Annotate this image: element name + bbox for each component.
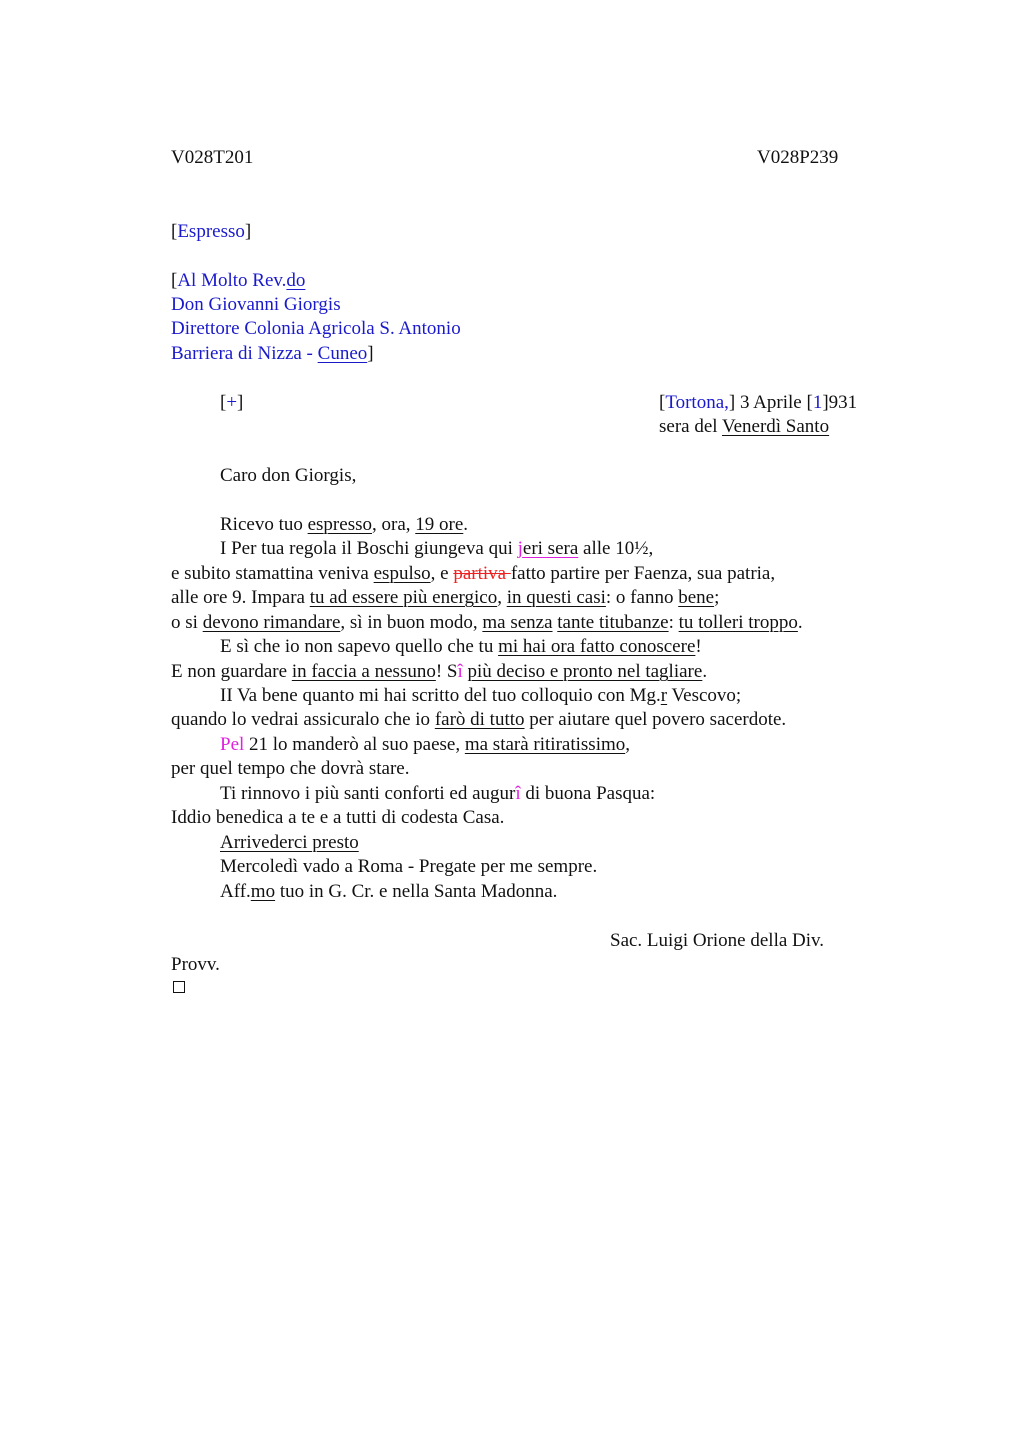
body-line-10: Pel 21 lo manderò al suo paese, ma starà ritiratissimo, [220,734,630,755]
date-line: [Tortona,] 3 Aprile [1]931 [659,392,858,413]
address-line-1: [Al Molto Rev.do [171,270,306,291]
date-year-digit: 1 [812,392,823,413]
body-line-3: e subito stamattina veniva espulso, e partiva fatto partire per Faenza, sua patria, [171,563,776,584]
document-code-right: V028P239 [757,147,839,168]
body-line-14: Arrivederci presto [220,832,359,853]
date-place: Tortona, [665,392,729,413]
body-line-9: quando lo vedrai assicuralo che io farò di tutto per aiutare quel povero sacerdote. [171,709,787,730]
address-line-4-text: Barriera di Nizza - [171,343,318,364]
body-line-12: Ti rinnovo i più santi conforti ed augurî di buona Pasqua: [220,783,656,804]
evening-text: sera del [659,416,722,437]
address-line-3: Direttore Colonia Agricola S. Antonio [171,318,461,339]
signature-line-2: Provv. [171,954,220,975]
deleted-word: partiva [453,563,511,584]
address-line-1-text: Al Molto Rev. [177,270,287,291]
signature-line-1: Sac. Luigi Orione della Div. [610,930,825,951]
cross-mark: [+] [220,392,244,413]
address-line-1-suffix: do [286,270,306,291]
address-line-4-city: Cuneo [317,343,368,364]
evening-line [659,415,829,439]
body-line-8: II Va bene quanto mi hai scritto del tuo colloquio con Mg.r Vescovo; [220,685,742,706]
body-line-1: Ricevo tuo espresso, ora, 19 ore. [220,514,469,535]
body-line-11: per quel tempo che dovrà stare. [171,758,410,779]
date-year: 931 [828,392,858,413]
body-line-2: I Per tua regola il Boschi giungeva qui jeri sera alle 10½, [220,538,654,559]
address-line-2: Don Giovanni Giorgis [171,294,341,315]
body-line-7: E non guardare in faccia a nessuno! Sî più deciso e pronto nel tagliare. [171,661,708,682]
body-line-13: Iddio benedica a te e a tutti di codesta Casa. [171,807,505,828]
document-code-left: V028T201 [171,147,254,168]
evening-day: Venerdì Santo [721,416,830,437]
cross-symbol: + [226,392,238,413]
express-label: Espresso [177,221,245,242]
body-line-4: alle ore 9. Impara tu ad essere più energico, in questi casi: o fanno bene; [171,587,720,608]
express-note: [Espresso] [171,221,252,242]
body-line-5: o si devono rimandare, sì in buon modo, ma senza tante titubanze: tu tolleri troppo. [171,612,803,633]
body-line-6: E sì che io non sapevo quello che tu mi hai ora fatto conoscere! [220,636,702,657]
address-line-4: Barriera di Nizza - Cuneo] [171,343,374,364]
date-day-month: 3 Aprile [735,392,807,413]
body-line-15: Mercoledì vado a Roma - Pregate per me sempre. [220,856,598,877]
checkbox-glyph-icon [173,981,185,993]
salutation: Caro don Giorgis, [220,465,357,486]
body-line-16: Aff.mo tuo in G. Cr. e nella Santa Madonna. [220,881,558,902]
